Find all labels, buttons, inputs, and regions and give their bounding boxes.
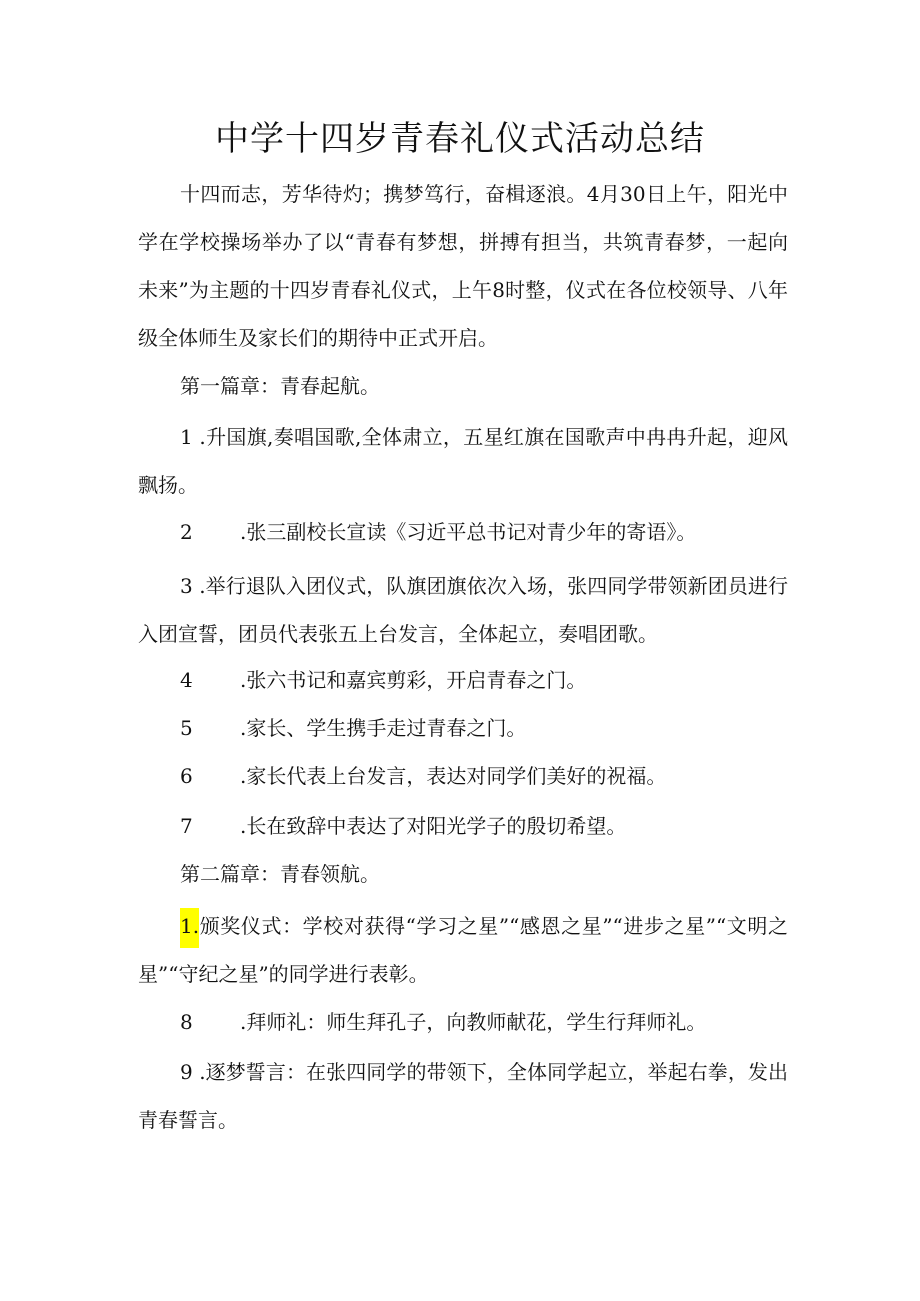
- item-text: 颁奖仪式：学校对获得“学习之星”“感恩之星”“进步之星”“文明之星”“守纪之星”的同学进行表彰。: [138, 914, 788, 986]
- item-text: .家长代表上台发言，表达对同学们美好的祝福。: [240, 764, 667, 788]
- list-item: [138, 413, 788, 509]
- item-text: .拜师礼：师生拜孔子，向教师献花，学生行拜师礼。: [240, 1010, 707, 1034]
- item-number: 1: [180, 425, 193, 449]
- list-item: [180, 508, 800, 556]
- item-number: 6: [180, 764, 193, 788]
- item-text: .张六书记和嘉宾剪彩，开启青春之门。: [240, 668, 587, 692]
- item-number: 3: [180, 574, 193, 598]
- list-item: [180, 656, 800, 704]
- list-item: [138, 1048, 788, 1144]
- intro-paragraph: 十四而志，芳华待灼；携梦笃行，奋楫逐浪。4月30日上午，阳光中学在学校操场举办了以“青春有梦想，拼搏有担当，共筑青春梦，一起向未来”为主题的十四岁青春礼仪式，上午8时整，仪式在各位校领导、八年级全体师生及家长们的期待中正式开启。: [138, 182, 788, 350]
- list-item: [138, 562, 788, 658]
- list-item: [180, 752, 800, 800]
- item-text: .升国旗,奏唱国歌,全体肃立，五星红旗在国歌声中冉冉升起，迎风飘扬。: [138, 425, 789, 497]
- item-number: 2: [180, 520, 193, 544]
- item-number: 7: [180, 814, 193, 838]
- chapter-1-heading: 第一篇章：青春起航。: [180, 374, 380, 398]
- list-item: [180, 998, 800, 1046]
- item-number: 5: [180, 716, 193, 740]
- item-number: 4: [180, 668, 193, 692]
- item-text: .逐梦誓言：在张四同学的带领下，全体同学起立，举起右拳，发出青春誓言。: [138, 1060, 789, 1132]
- item-number: 8: [180, 1010, 193, 1034]
- list-item: [180, 802, 800, 850]
- item-text: .家长、学生携手走过青春之门。: [240, 716, 527, 740]
- document-title: 中学十四岁青春礼仪式活动总结: [215, 119, 705, 159]
- list-item: [138, 902, 788, 998]
- item-text: .张三副校长宣读《习近平总书记对青少年的寄语》。: [240, 520, 697, 544]
- highlighted-item-number: 1.: [180, 908, 199, 948]
- item-text: .举行退队入团仪式，队旗团旗依次入场，张四同学带领新团员进行入团宣誓，团员代表张五上台发言，全体起立，奏唱团歌。: [138, 574, 789, 646]
- chapter-2-heading: 第二篇章：青春领航。: [180, 862, 380, 886]
- item-number: 9: [180, 1060, 193, 1084]
- item-text: .长在致辞中表达了对阳光学子的殷切希望。: [240, 814, 627, 838]
- list-item: [180, 704, 800, 752]
